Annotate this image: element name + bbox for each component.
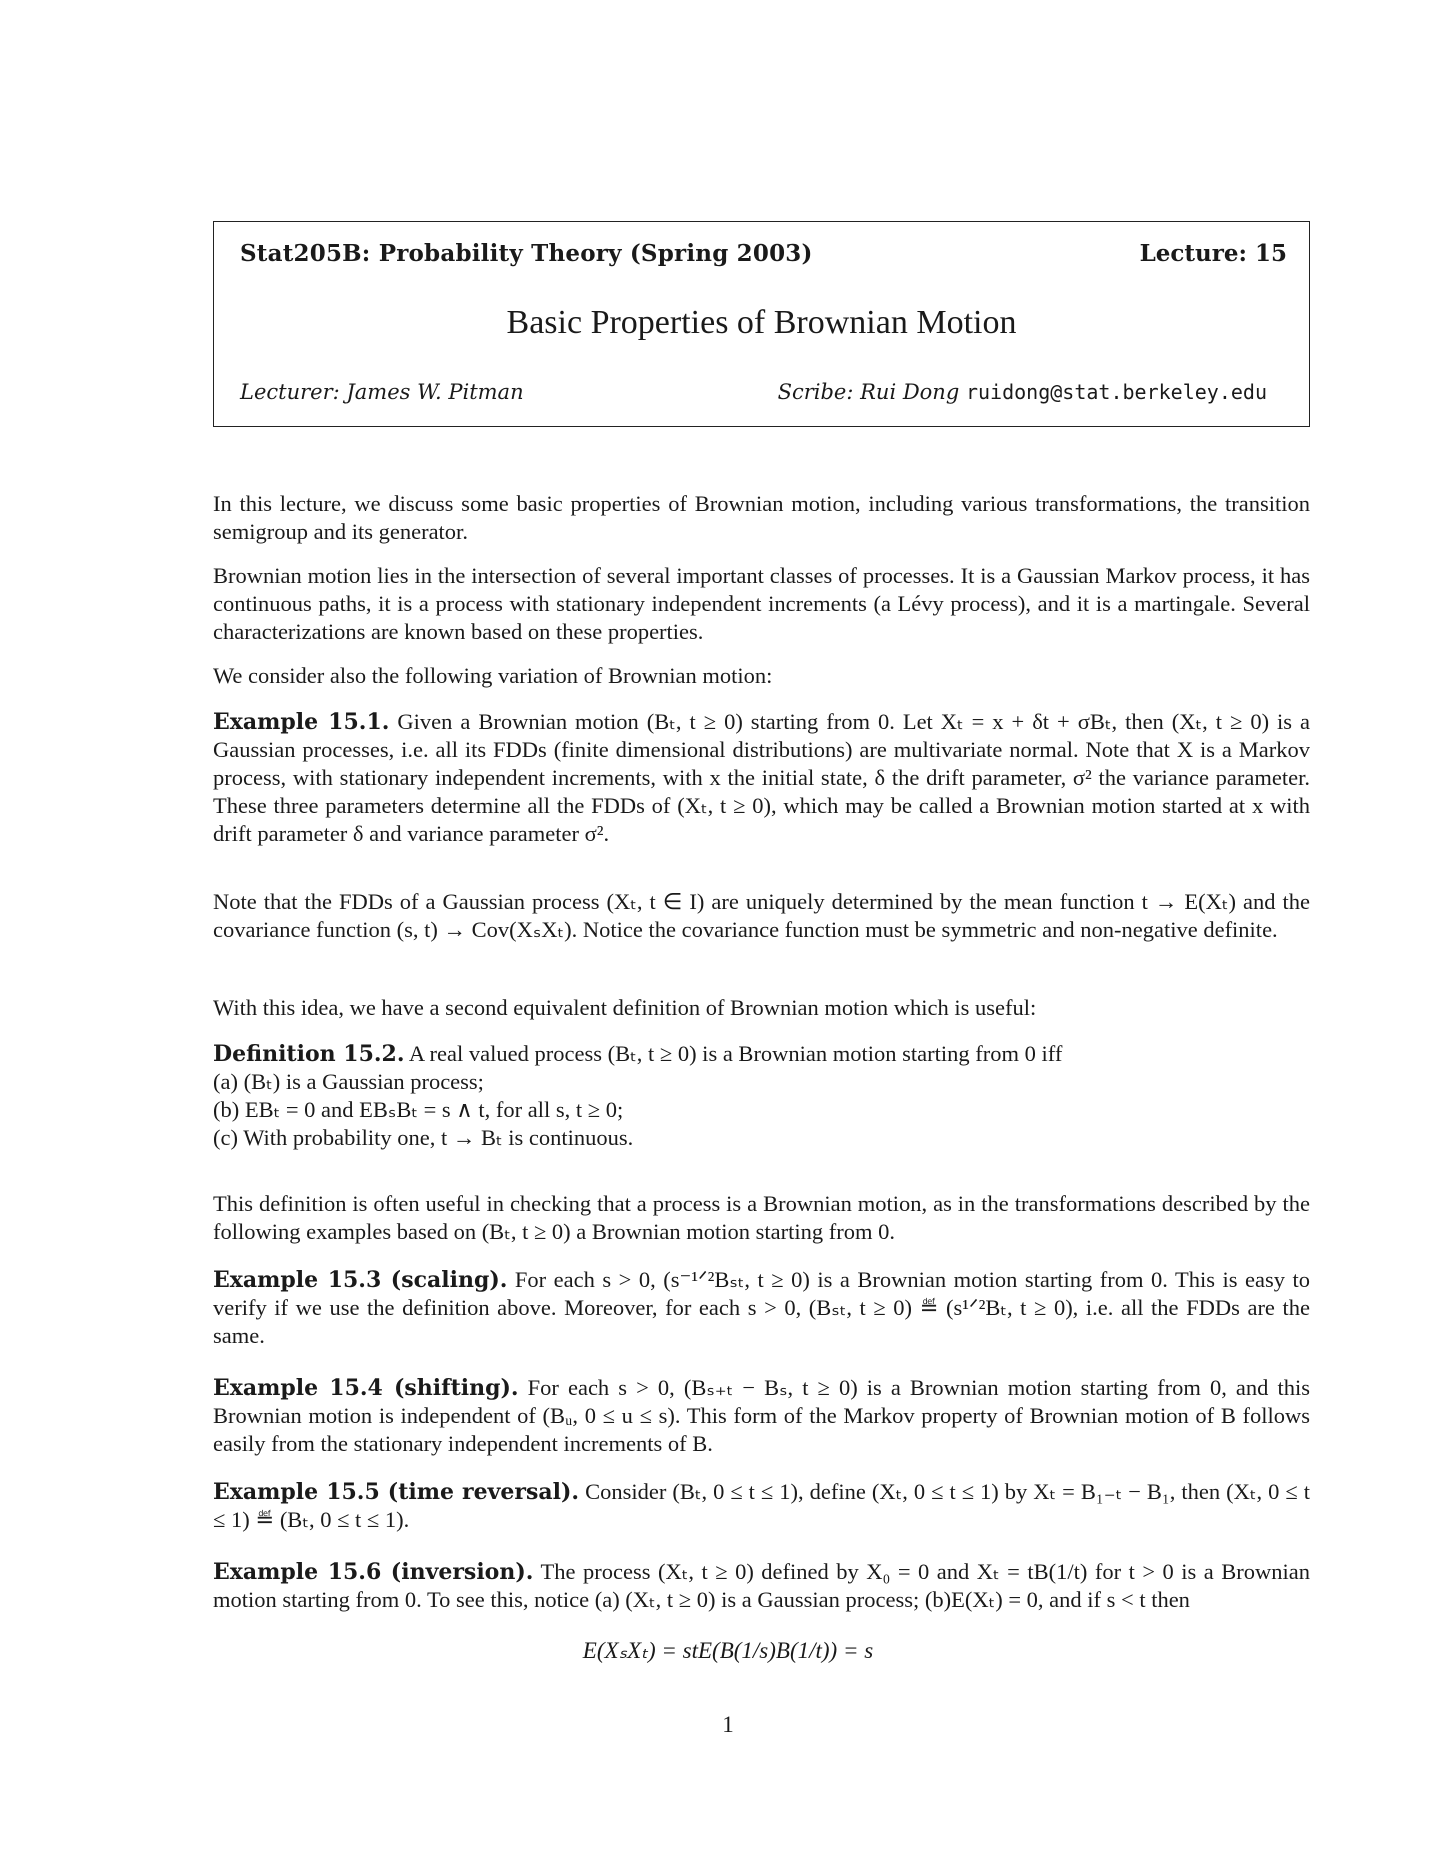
example-15-1-heading: Example 15.1. (213, 709, 390, 735)
paragraph-definition-useful: This definition is often useful in checking that a process is a Brownian motion, as in the transformations described by the following examples based on (Bₜ, t ≥ 0) a Brownian motion starting from 0. (213, 1191, 1310, 1244)
example-15-1-body: Given a Brownian motion (Bₜ, t ≥ 0) starting from 0. Let Xₜ = x + δt + σBₜ, then (Xₜ, t ≥ 0) is a Gaussian processes, i.e. all its FDDs (finite dimensional distributions) are multivariate normal. Note that X is a Markov process, with stationary independent increments, with x the initial state, δ the drift parameter, σ² the variance parameter. These three parameters determine all the FDDs of (Xₜ, t ≥ 0), which may be called a Brownian motion started at x with drift parameter δ and variance parameter σ². (213, 709, 1311, 846)
page-title: Basic Properties of Brownian Motion (506, 304, 1017, 341)
example-15-3 (213, 1266, 1310, 1350)
example-15-3-heading: Example 15.3 (scaling). (213, 1267, 508, 1293)
definition-15-2-item-b: (b) EBₜ = 0 and EBₛBₜ = s ∧ t, for all s, t ≥ 0; (213, 1097, 624, 1122)
paragraph-classes: Brownian motion lies in the intersection of several important classes of processes. It is a Gaussian Markov process, it has continuous paths, it is a process with stationary independent increments (a Lévy process), and it is a martingale. Several characterizations are known based on these properties. (213, 563, 1310, 644)
scribe-info (778, 380, 1267, 404)
paragraph-second-definition: With this idea, we have a second equivalent definition of Brownian motion which is useful: (213, 995, 1037, 1020)
lecturer-name: Lecturer: James W. Pitman (240, 380, 524, 404)
scribe-name: Scribe: Rui Dong (777, 380, 960, 404)
definition-15-2 (213, 1040, 1310, 1152)
definition-15-2-heading: Definition 15.2. (213, 1041, 405, 1067)
scribe-email[interactable]: ruidong@stat.berkeley.edu (965, 380, 1267, 404)
example-15-4-heading: Example 15.4 (shifting). (213, 1375, 519, 1401)
example-15-1 (213, 708, 1310, 848)
paragraph-note-fdd: Note that the FDDs of a Gaussian process (Xₜ, t ∈ I) are uniquely determined by the mean function t → E(Xₜ) and the covariance function (s, t) → Cov(XₛXₜ). Notice the covariance function must be symmetric and non-negative definite. (213, 889, 1310, 942)
course-title: Stat205B: Probability Theory (Spring 2003) (240, 240, 813, 267)
example-15-4-body: For each s > 0, (Bₛ₊ₜ − Bₛ, t ≥ 0) is a Brownian motion starting from 0, and this Brownian motion is independent of (Bᵤ, 0 ≤ u ≤ s). This form of the Markov property of Brownian motion of B follows easily from the stationary independent increments of B. (213, 1375, 1310, 1456)
definition-15-2-item-c: (c) With probability one, t → Bₜ is continuous. (213, 1125, 634, 1150)
example-15-6-body: The process (Xₜ, t ≥ 0) defined by X₀ = 0 and Xₜ = tB(1/t) for t > 0 is a Brownian motion starting from 0. To see this, notice (a) (Xₜ, t ≥ 0) is a Gaussian process; (b)E(Xₜ) = 0, and if s < t then (213, 1559, 1311, 1612)
paragraph-intro: In this lecture, we discuss some basic properties of Brownian motion, including various transformations, the transition semigroup and its generator. (213, 491, 1310, 544)
example-15-5-heading: Example 15.5 (time reversal). (213, 1479, 580, 1505)
example-15-5 (213, 1478, 1310, 1534)
example-15-6-heading: Example 15.6 (inversion). (213, 1559, 534, 1585)
lecture-header-box (213, 221, 1310, 427)
definition-15-2-item-a: (a) (Bₜ) is a Gaussian process; (213, 1069, 484, 1094)
example-15-5-body: Consider (Bₜ, 0 ≤ t ≤ 1), define (Xₜ, 0 ≤ t ≤ 1) by Xₜ = B₁₋ₜ − B₁, then (Xₜ, 0 ≤ t ≤ 1) ≝ (Bₜ, 0 ≤ t ≤ 1). (213, 1479, 1310, 1532)
paragraph-variation: We consider also the following variation of Brownian motion: (213, 663, 773, 688)
definition-15-2-body: A real valued process (Bₜ, t ≥ 0) is a Brownian motion starting from 0 iff (408, 1041, 1063, 1066)
example-15-6 (213, 1558, 1310, 1614)
example-15-4 (213, 1374, 1310, 1458)
lecture-number: Lecture: 15 (1139, 240, 1287, 267)
example-15-3-body: For each s > 0, (s⁻¹ᐟ²Bₛₜ, t ≥ 0) is a Brownian motion starting from 0. This is easy to verify if we use the definition above. Moreover, for each s > 0, (Bₛₜ, t ≥ 0) ≝ (s¹ᐟ²Bₜ, t ≥ 0), i.e. all the FDDs are the same. (213, 1267, 1310, 1348)
display-equation: E(XₛXₜ) = stE(B(1/s)B(1/t)) = s (582, 1638, 874, 1663)
page-number: 1 (722, 1712, 734, 1737)
